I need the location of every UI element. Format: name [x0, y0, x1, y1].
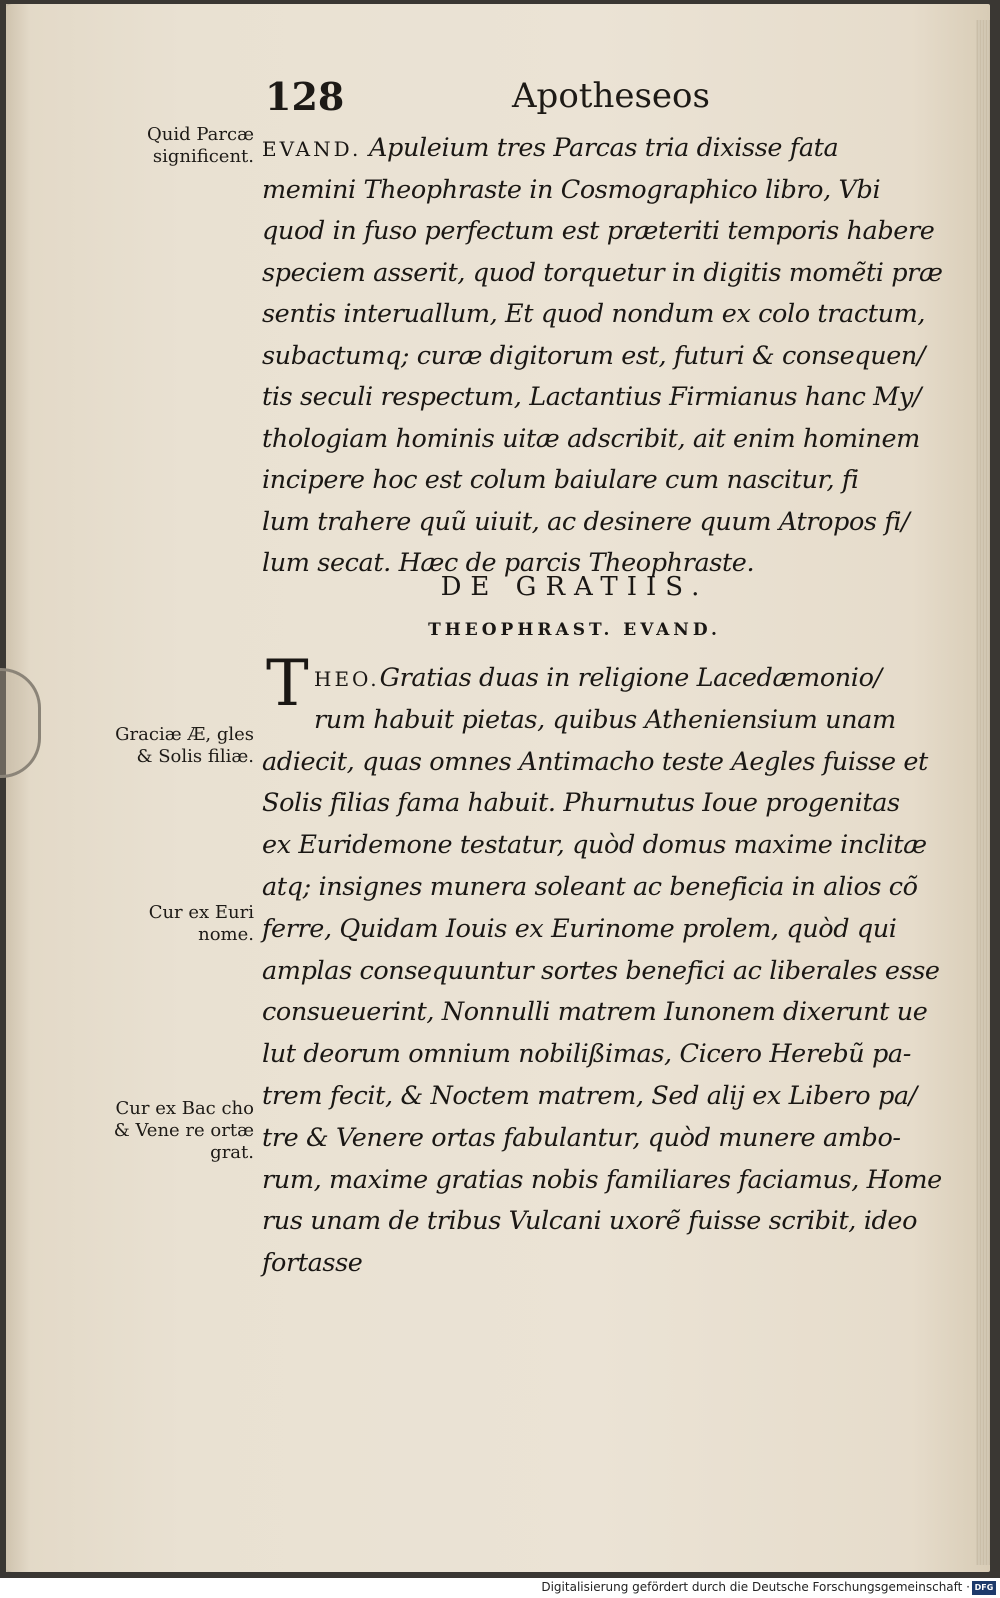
margin-note-parcae: Quid Parcæ significent.: [147, 124, 254, 167]
body-text-parcae: [262, 128, 943, 585]
text-line: lum secat. Hæc de parcis Theophraste.: [262, 548, 755, 578]
text-line: quod in fuso perfectum est præteriti temporis habere: [262, 216, 935, 246]
dfg-logo: DFG: [972, 1581, 996, 1595]
text-line: sentis interuallum, Et quod nondum ex colo tractum,: [262, 299, 926, 329]
margin-note-baccho: Cur ex Bac cho & Vene re ortæ grat.: [113, 1098, 254, 1163]
speaker-lead: EVAND.: [262, 137, 362, 161]
text-line: memini Theophraste in Cosmographico libro, Vbi: [262, 174, 881, 205]
footer-credit: Digitalisierung gefördert durch die Deutsche Forschungsgemeinschaft ·: [541, 1580, 970, 1594]
gutter-shadow: [6, 4, 30, 1572]
text-line: HEO.Gratias duas in religione Lacedæmonio/: [314, 663, 882, 693]
running-title: Apotheseos: [512, 76, 710, 116]
text-line: Solis filias fama habuit. Phurnutus Ioue progenitas: [262, 788, 900, 819]
fore-edge: [976, 20, 990, 1565]
drop-cap: T: [266, 647, 309, 721]
margin-note-graciae: Graciæ Æ, gles & Solis filiæ.: [115, 724, 254, 767]
body-text-gratiis: [262, 658, 942, 1285]
text-line: consueuerint, Nonnulli matrem Iunonem dixerunt ue: [262, 997, 928, 1028]
text-line: ex Euridemone testatur, quòd domus maxime inclitæ: [262, 830, 927, 861]
text-line: lut deorum omnium nobilißimas, Cicero Herebũ pa-: [262, 1039, 911, 1070]
section-heading: DE GRATIIS.: [440, 572, 709, 602]
text-line: subactumq; curæ digitorum est, futuri & consequen/: [262, 340, 926, 371]
text-line: ferre, Quidam Iouis ex Eurinome prolem, quòd qui: [262, 913, 897, 944]
text-line: adiecit, quas omnes Antimacho teste Aegles fuisse et: [262, 746, 928, 777]
text-line: lum trahere quũ uiuit, ac desinere quum Atropos fi/: [262, 506, 910, 537]
text-line: rum habuit pietas, quibus Atheniensium unam: [314, 704, 896, 735]
text-line: trem fecit, & Noctem matrem, Sed alij ex Libero pa/: [262, 1080, 917, 1111]
speakers-line: THEOPHRAST. EVAND.: [428, 620, 721, 640]
text-line: incipere hoc est colum baiulare cum nascitur, fi: [262, 465, 859, 495]
text-line: tis seculi respectum, Lactantius Firmianus hanc My/: [262, 382, 922, 412]
text-line: rus unam de tribus Vulcani uxorẽ fuisse scribit, ideo: [262, 1206, 918, 1237]
text-line: amplas consequuntur sortes benefici ac liberales esse: [262, 955, 940, 986]
text-line: atq; insignes munera soleant ac beneficia in alios cõ: [262, 871, 918, 902]
margin-note-eurinome: Cur ex Euri nome.: [148, 902, 254, 945]
text-line: EVAND. Apuleium tres Parcas tria dixisse fata: [262, 133, 839, 163]
text-line: tre & Venere ortas fabulantur, quòd munere ambo-: [262, 1122, 901, 1153]
text-line: speciem asserit, quod torquetur in digitis momẽti præ: [262, 257, 943, 288]
text-line: thologiam hominis uitæ adscribit, ait enim hominem: [262, 423, 920, 454]
text-line: rum, maxime gratias nobis familiares faciamus, Home: [262, 1164, 942, 1195]
catchword: fortasse: [262, 1248, 363, 1279]
footer-bar: [0, 1578, 1000, 1598]
page-number: 128: [265, 74, 345, 119]
speaker-lead: HEO.: [314, 667, 380, 691]
